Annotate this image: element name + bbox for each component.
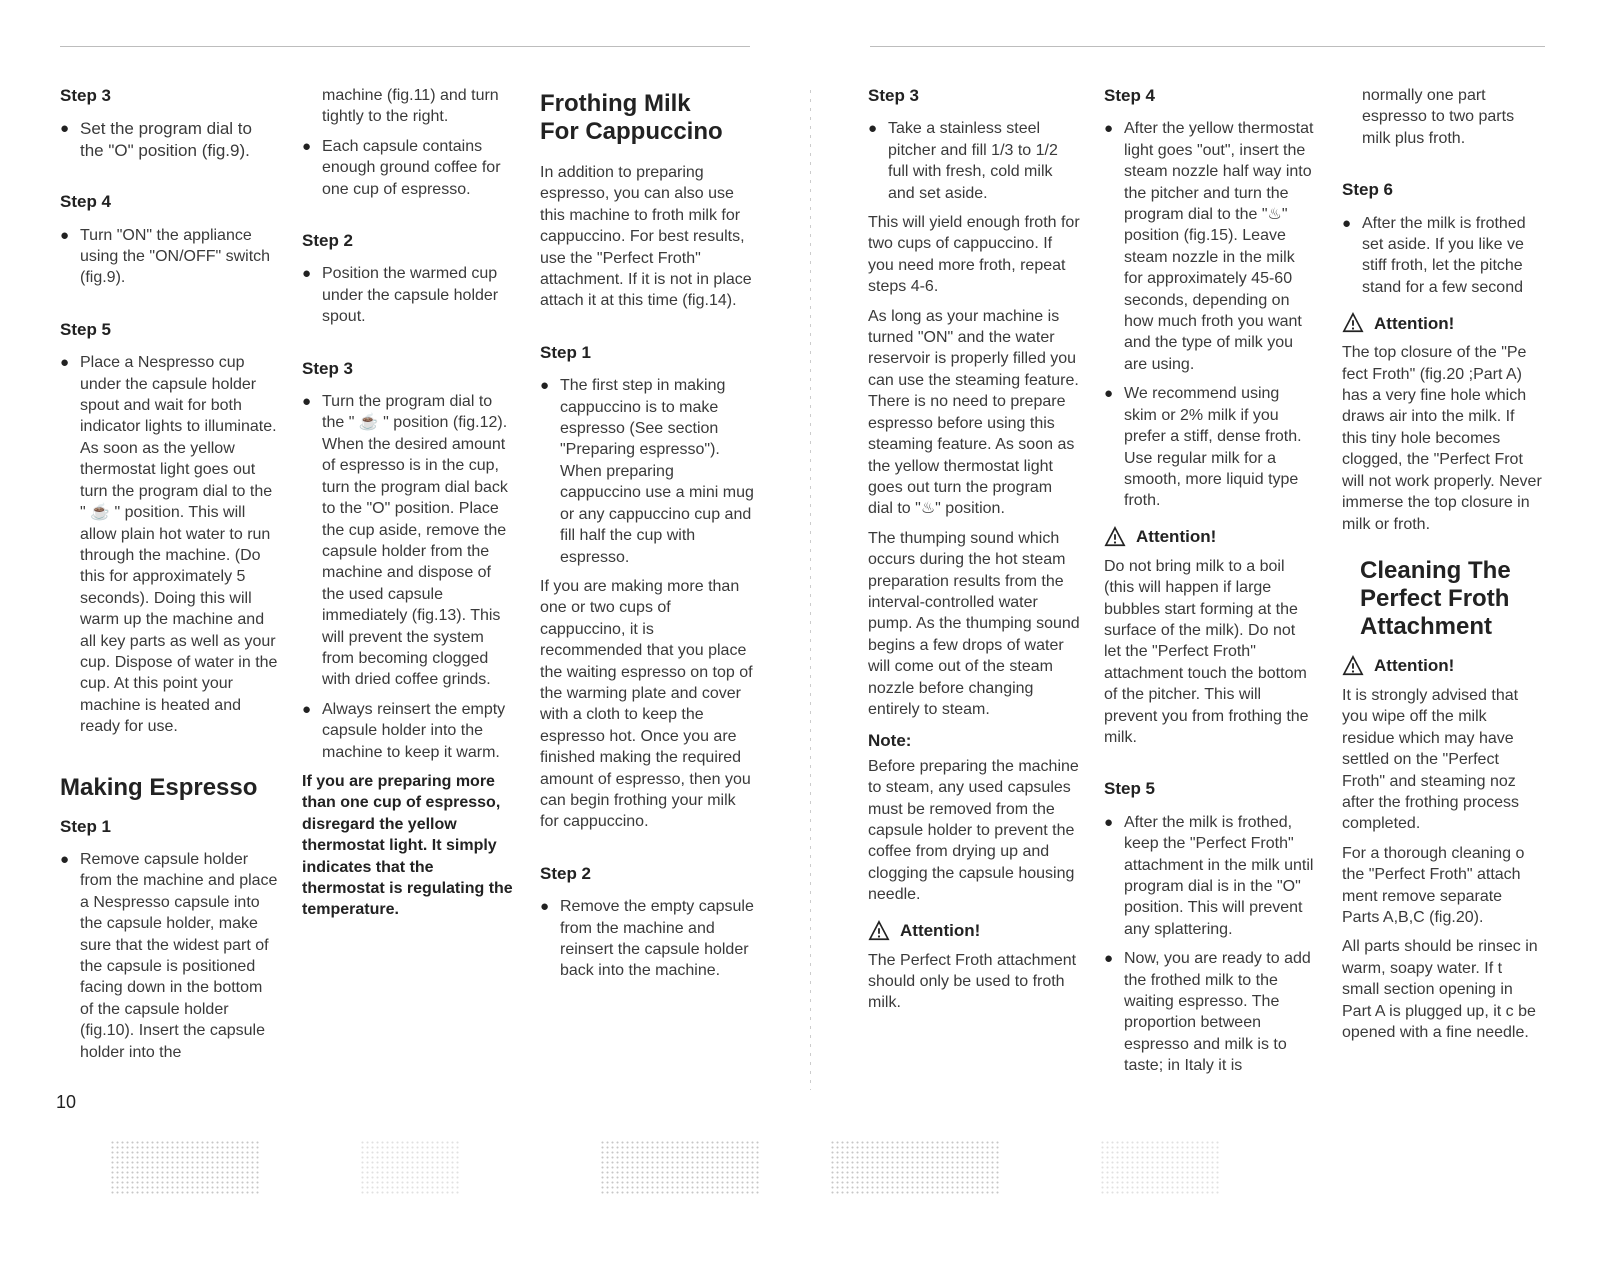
paragraph: As long as your machine is turned "ON" and the water reservoir is properly filled you can use the steaming feature. There is no need to prepare espresso before using this steaming feature. As soon as the yellow thermostat light goes out turn the program dial to "♨" position. xyxy=(868,307,1079,518)
instruction: ● The first step in making cappuccino is to make espresso (See section "Preparing espresso"). When preparing cappuccino use a mini mug or any cappuccino cup and fill half the cup with espresso. xyxy=(540,375,755,568)
scan-noise xyxy=(830,1140,1000,1195)
warning-icon xyxy=(868,920,890,942)
attention-label: Attention! xyxy=(1136,527,1217,547)
attention-heading xyxy=(1104,526,1316,548)
paragraph: This will yield enough froth for two cups of cappuccino. If you need more froth, repeat steps 4-6. xyxy=(868,214,1080,296)
instruction: ● Set the program dial to the "O" position (fig.9). xyxy=(60,118,280,161)
instruction: ● Position the warmed cup under the capsule holder spout. xyxy=(302,263,517,327)
paragraph: It is strongly advised that you wipe off the milk residue which may have settled on the "Perfect Froth" and steaming noz after the frothing process completed. xyxy=(1342,686,1519,833)
column-2 xyxy=(302,85,517,921)
instruction: ● Turn "ON" the appliance using the "ON/OFF" switch (fig.9). xyxy=(60,225,280,289)
section-title: Attachment xyxy=(1360,612,1493,640)
paragraph: All parts should be rinsec in warm, soapy water. If t small section opening in Part A is plugged up, it c be opened with a fine needle. xyxy=(1342,938,1538,1041)
step-heading: Step 4 xyxy=(60,192,112,212)
scan-noise xyxy=(360,1140,460,1195)
instruction: ● Now, you are ready to add the frothed milk to the waiting espresso. The proportion between espresso and milk is to taste; in Italy it is xyxy=(1104,948,1316,1076)
attention-heading xyxy=(1342,655,1542,677)
top-rule-right xyxy=(870,46,1545,47)
column-6 xyxy=(1342,85,1542,1051)
column-3 xyxy=(540,90,755,990)
step-heading: Step 3 xyxy=(868,86,920,105)
scan-noise xyxy=(600,1140,760,1195)
step-heading: Step 4 xyxy=(1104,86,1156,105)
instruction: ● After the milk is frothed, keep the "Perfect Froth" attachment in the milk until program dial is in the "O" position. This will prevent any splattering. xyxy=(1104,812,1316,940)
instruction: ● Turn the program dial to the " ☕ " position (fig.12). When the desired amount of espresso is in the cup, turn the program dial back to the "O" position. Place the cup aside, remove the capsule holder from the machine and dispose of the used capsule immediately (fig.13). This will prevent the system from becoming clogged with dried coffee grinds. xyxy=(302,391,517,691)
step-heading: Step 3 xyxy=(60,86,112,105)
paragraph: Before preparing the machine to steam, any used capsules must be removed from the capsule holder to prevent the coffee from drying up and clogging the capsule housing needle. xyxy=(868,757,1079,904)
section-title: Frothing Milk xyxy=(540,90,691,117)
attention-heading xyxy=(868,920,1080,942)
warning-icon xyxy=(1104,526,1126,548)
column-1 xyxy=(60,85,280,1071)
instruction: ● Remove capsule holder from the machine and place a Nespresso capsule into the capsule holder, make sure that the widest part of the capsule is positioned facing down in the bottom of the capsule holder (fig.10). Insert the capsule holder into the xyxy=(60,849,280,1063)
column-4 xyxy=(868,85,1080,1022)
continued-text: machine (fig.11) and turn tightly to the right. xyxy=(322,87,499,126)
scan-noise xyxy=(110,1140,260,1195)
paragraph: The thumping sound which occurs during the hot steam preparation results from the interval-controlled water pump. As the thumping sound begins a few drops of water will come out of the steam nozzle before changing entirely to steam. xyxy=(868,529,1080,718)
paragraph: Do not bring milk to a boil (this will happen if large bubbles start forming at the surface of the milk). Do not let the "Perfect Froth" attachment touch the bottom of the pitcher. This will prevent you from frothing the milk. xyxy=(1104,557,1309,746)
attention-label: Attention! xyxy=(1374,313,1455,333)
center-fold xyxy=(810,90,811,1090)
continued-text: normally one part espresso to two parts milk plus froth. xyxy=(1362,87,1515,147)
step-heading: Step 2 xyxy=(540,863,592,883)
attention-label: Attention! xyxy=(900,920,981,940)
step-heading: Step 1 xyxy=(540,342,592,362)
instruction: ● Always reinsert the empty capsule holder into the machine to keep it warm. xyxy=(302,699,517,763)
bold-paragraph: If you are preparing more than one cup of espresso, disregard the yellow thermostat light. It simply indicates that the thermostat is regulating the temperature. xyxy=(302,772,513,919)
instruction: ● After the milk is frothed set aside. If you like ve stiff froth, let the pitche stand for a few second xyxy=(1342,213,1542,299)
step-heading: Step 5 xyxy=(1104,779,1156,799)
attention-label: Attention! xyxy=(1374,656,1455,676)
section-heading: Making Espresso xyxy=(60,773,258,801)
paragraph: The Perfect Froth attachment should only be used to froth milk. xyxy=(868,951,1077,1012)
step-heading: Step 3 xyxy=(302,358,354,378)
paragraph: If you are making more than one or two cups of cappuccino, it is recommended that you place the waiting espresso on top of the warming plate and cover with a cloth to keep the espresso hot. Once you are finished making the required amount of espresso, then you can begin frothing your milk for cappuccino. xyxy=(540,577,753,831)
paragraph: For a thorough cleaning o the "Perfect Froth" attach ment remove separate Parts A,B,C (fig.20). xyxy=(1342,844,1525,926)
top-rule-left xyxy=(60,46,750,47)
section-title: Cleaning The xyxy=(1360,556,1511,584)
step-heading: Step 1 xyxy=(60,816,112,836)
scan-noise xyxy=(1100,1140,1220,1195)
warning-icon xyxy=(1342,655,1364,677)
step-heading: Step 6 xyxy=(1342,180,1394,200)
step-heading: Step 5 xyxy=(60,319,112,339)
column-5 xyxy=(1104,85,1316,1085)
section-title: For Cappuccino xyxy=(540,118,723,145)
instruction: ● Each capsule contains enough ground coffee for one cup of espresso. xyxy=(302,136,517,200)
paragraph: The top closure of the "Pe fect Froth" (fig.20 ;Part A) has a very fine hole which draws air into the milk. If this tiny hole becomes clogged, the "Perfect Frot will not work properly. Never immerse the top closure in milk or froth. xyxy=(1342,344,1542,533)
warning-icon xyxy=(1342,312,1364,334)
section-title: Perfect Froth xyxy=(1360,584,1510,612)
page-number: 10 xyxy=(56,1092,77,1112)
instruction: ● We recommend using skim or 2% milk if you prefer a stiff, dense froth. Use regular milk for a smooth, more liquid type froth. xyxy=(1104,383,1316,511)
paragraph: In addition to preparing espresso, you can also use this machine to froth milk for cappuccino. For best results, use the "Perfect Froth" attachment. If it is not in place attach it at this time (fig.14). xyxy=(540,164,752,310)
instruction: ● Remove the empty capsule from the machine and reinsert the capsule holder back into the machine. xyxy=(540,896,755,982)
note-heading: Note: xyxy=(868,731,912,751)
instruction: ● Take a stainless steel pitcher and fill 1/3 to 1/2 full with fresh, cold milk and set aside. xyxy=(868,118,1080,204)
attention-heading xyxy=(1342,312,1542,334)
step-heading: Step 2 xyxy=(302,231,354,251)
instruction: ● After the yellow thermostat light goes "out", insert the steam nozzle half way into the pitcher and turn the program dial to the "♨" position (fig.15). Leave steam nozzle in the milk for approximately 45-60 seconds, depending on how much froth you want and the type of milk you are using. xyxy=(1104,118,1316,375)
instruction: ● Place a Nespresso cup under the capsule holder spout and wait for both indicator lights to illuminate. As soon as the yellow thermostat light goes out turn the program dial to the " ☕ " position. This will allow plain hot water to run through the machine. (Do this for approximately 5 seconds). Doing this will warm up the machine and all key parts as well as your cup. Dispose of water in the cup. At this point your machine is heated and ready for use. xyxy=(60,352,280,737)
